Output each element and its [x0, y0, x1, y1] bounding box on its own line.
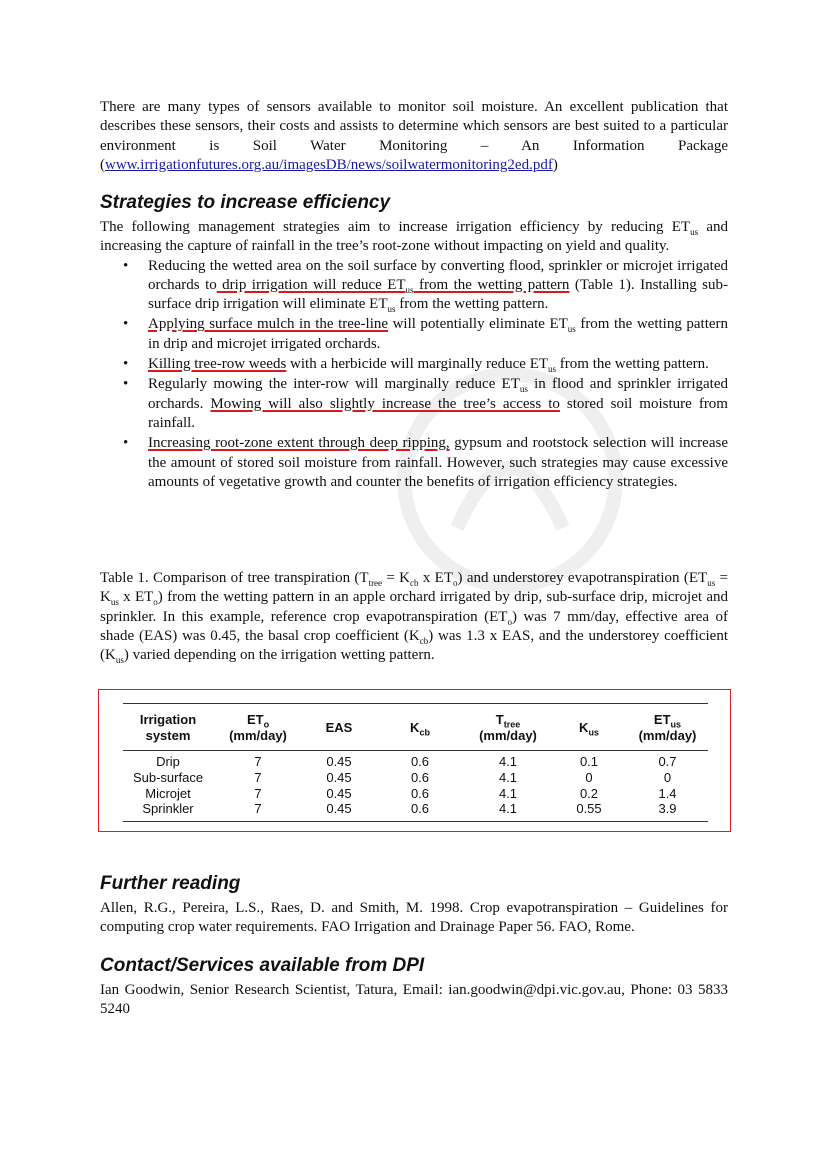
contact-heading: Contact/Services available from DPI	[100, 955, 425, 976]
bullet-icon: •	[123, 435, 129, 452]
list-item	[100, 434, 728, 492]
header-ttree: $T_{tree}$ (mm/day)	[465, 704, 551, 751]
bullet-sub: us	[519, 384, 528, 395]
intro-section	[100, 98, 728, 175]
strategies-intro-sub: us	[690, 227, 699, 237]
bullet-text: gypsum and rootstock selection will increase the amount of stored soil moisture from rainfall. However, such strategies may cause excessive amounts of vegetative growth and counter the benefits of irrigation efficiency strategies.	[148, 435, 728, 490]
header-kcb: $K_{cb}$	[375, 704, 465, 751]
header-eas: EAS	[303, 704, 375, 751]
table-cell: 0.45	[326, 785, 352, 801]
bullet-text: in flood and sprinkler irrigated orchards.	[148, 376, 728, 412]
bullet-text: stored soil moisture from rainfall.	[148, 395, 728, 431]
table-cell: 0	[585, 769, 593, 785]
strategies-list	[100, 257, 728, 493]
bullet-icon: •	[123, 356, 129, 373]
contact-section	[100, 954, 728, 1020]
table-cell: 0.45	[326, 769, 352, 785]
table-row	[123, 786, 708, 802]
bullet-text: from the wetting pattern.	[395, 296, 549, 313]
list-item	[100, 355, 728, 374]
table-row	[123, 801, 708, 821]
table-cell: 7	[213, 801, 303, 821]
table-cell: 0.45	[326, 754, 352, 769]
highlighted-text: Mowing will also slightly increase the tree’s access to	[210, 395, 560, 412]
header-etus: $ET_{us}$ (mm/day)	[627, 704, 708, 751]
strategies-intro-b: and increasing the capture of rainfall in the tree’s root-zone without impacting on yield and quality.	[100, 219, 728, 255]
table-header-row	[123, 704, 708, 751]
header-eto: $ET_o$ (mm/day)	[213, 704, 303, 751]
header-kus: $K_{us}$	[551, 704, 627, 751]
table-cell: 0.6	[375, 801, 465, 821]
table-cell: 0.1	[579, 754, 599, 769]
table-cell: 4.1	[498, 785, 518, 801]
table-cell: 7	[254, 769, 262, 785]
table-highlight-box	[98, 689, 731, 832]
table-cell: Sub-surface	[132, 769, 204, 785]
table-cell: Sprinkler	[123, 801, 213, 821]
bullet-icon: •	[123, 376, 129, 393]
bullet-sub: us	[387, 304, 396, 315]
table-cell: 0.6	[410, 785, 430, 801]
bullet-text: from the wetting pattern in drip and microjet irrigated orchards.	[148, 316, 729, 352]
bullet-text: (Table 1). Installing sub-surface drip irrigation will eliminate ET	[148, 276, 729, 313]
caption-paragraph: Table 1. Comparison of tree transpiration ($T_{tree} = K_{cb}$ x $ET_o$) and understorey evapotranspiration ($ET_{us} = K_{us}$ x $ET_o$) from the wetting pattern in an apple orchard irrigated by drip, sub-surface drip, microjet and sprinkler. In this example, reference crop evapotranspiration $(ET_o)$ was 7 mm/day, effective area of shade (EAS) was 0.45, the basal crop coefficient $(K_{cb})$ was 1.3 x EAS, and the understorey coefficient $(K_{us})$ varied depending on the irrigation wetting pattern.	[100, 570, 729, 666]
highlighted-text: drip irrigation will reduce $ET_{us}$ from the wetting pattern	[216, 276, 570, 295]
bullet-text: Reducing the wetted area on the soil surface by converting flood, sprinkler or microjet irrigated orchards to	[148, 257, 728, 293]
table-cell: 3.9	[627, 801, 708, 821]
table-cell: 0.45	[303, 801, 375, 821]
contact-text: Ian Goodwin, Senior Research Scientist, Tatura, Email: ian.goodwin@dpi.vic.gov.au, Phone: 03 5833 5240	[100, 982, 728, 1018]
strategies-intro	[100, 218, 728, 257]
table-caption	[100, 569, 728, 665]
table-cell: 0.2	[579, 785, 599, 801]
bullet-text: with a herbicide will marginally reduce ET	[286, 356, 549, 373]
strategies-intro-a: The following management strategies aim to increase irrigation efficiency by reducing ET	[100, 219, 691, 235]
highlighted-text: Applying surface mulch in the tree-line	[148, 316, 389, 333]
table-cell: 4.1	[498, 769, 518, 785]
table-cell: 0	[663, 769, 672, 785]
further-reading-text: Allen, R.G., Pereira, L.S., Raes, D. and Smith, M. 1998. Crop evapotranspiration – Guidelines for computing crop water requirements. FAO Irrigation and Drainage Paper 56. FAO, Rome.	[100, 900, 728, 936]
comparison-table	[123, 703, 708, 822]
intro-link-close: )	[552, 156, 558, 173]
table-cell: 4.1	[498, 754, 518, 769]
intro-text: There are many types of sensors available to monitor soil moisture. An excellent publication that describes these sensors, their costs and assists to determine which sensors are best suited to a particular environment is Soil Water Monitoring – An Information Package	[100, 99, 728, 154]
table-row	[123, 751, 708, 770]
bullet-text: will potentially eliminate ET	[388, 316, 568, 333]
bullet-text: from the wetting pattern.	[556, 356, 709, 373]
table-cell: Microjet	[145, 785, 191, 801]
list-item	[100, 315, 728, 354]
list-item	[100, 375, 728, 433]
table-cell: 7	[254, 785, 262, 801]
bullet-icon: •	[123, 257, 129, 274]
highlighted-text: Killing tree-row weeds	[148, 356, 287, 373]
bullet-sub: us	[567, 324, 576, 335]
further-reading-heading: Further reading	[100, 873, 241, 894]
strategies-heading: Strategies to increase efficiency	[100, 192, 391, 213]
table-cell: 1.4	[658, 785, 677, 801]
bullet-sub: us	[548, 364, 557, 375]
intro-link-open: (	[100, 156, 105, 173]
strategies-section	[100, 191, 728, 493]
table-cell: 0.7	[658, 754, 677, 769]
table-cell: 0.6	[410, 769, 430, 785]
header-irrigation-system: Irrigation system	[123, 704, 213, 751]
further-reading-section	[100, 872, 728, 938]
table-row	[123, 770, 708, 786]
table-cell: 0.55	[551, 801, 627, 821]
table-cell: 7	[254, 754, 262, 769]
table-cell: Drip	[156, 754, 180, 769]
bullet-text: Regularly mowing the inter-row will marginally reduce ET	[148, 376, 520, 393]
highlighted-text: Increasing root-zone extent through deep ripping,	[148, 435, 450, 452]
soil-monitoring-link[interactable]: www.irrigationfutures.org.au/imagesDB/news/soilwatermonitoring2ed.pdf	[105, 156, 553, 173]
table-cell: 4.1	[465, 801, 551, 821]
list-item	[100, 257, 728, 315]
bullet-icon: •	[123, 316, 129, 333]
table-cell: 0.6	[410, 754, 430, 769]
intro-paragraph	[100, 98, 728, 175]
